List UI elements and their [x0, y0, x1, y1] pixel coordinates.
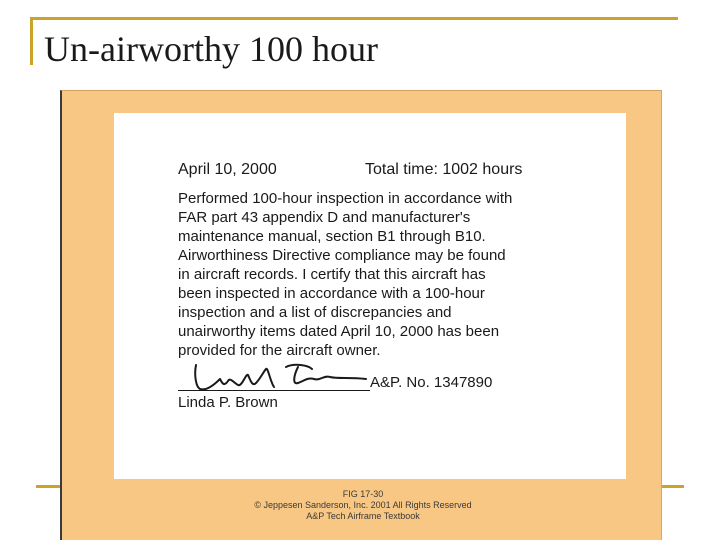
logbook-entry-card [114, 113, 626, 479]
decorative-top-line [30, 17, 678, 20]
entry-date: April 10, 2000 [178, 161, 277, 178]
decorative-vertical-line [30, 17, 33, 65]
entry-body-line: inspection and a list of discrepancies and [178, 304, 452, 321]
entry-body-line: Airworthiness Directive compliance may be found [178, 247, 506, 264]
slide-title: Un-airworthy 100 hour [44, 29, 378, 69]
figure-caption [62, 489, 664, 522]
figure-frame [60, 90, 662, 540]
caption-line: A&P Tech Airframe Textbook [306, 511, 420, 521]
entry-body-line: been inspected in accordance with a 100-hour [178, 285, 485, 302]
signer-name: Linda P. Brown [178, 394, 278, 411]
entry-body-line: unairworthy items dated April 10, 2000 has been [178, 323, 500, 340]
caption-line: FIG 17-30 [342, 489, 384, 499]
entry-body-line: in aircraft records. I certify that this aircraft has [178, 266, 486, 283]
caption-line: © Jeppesen Sanderson, Inc. 2001 All Rights Reserved [254, 500, 472, 510]
handwritten-signature [190, 361, 370, 393]
certificate-number: A&P. No. 1347890 [370, 374, 493, 391]
signature-line [178, 390, 370, 391]
entry-total-time: Total time: 1002 hours [365, 161, 523, 178]
entry-body-line: FAR part 43 appendix D and manufacturer's [178, 209, 471, 226]
entry-body-line: provided for the aircraft owner. [178, 342, 381, 359]
entry-body-line: maintenance manual, section B1 through B10. [178, 228, 486, 245]
entry-body [178, 189, 598, 360]
entry-body-line: Performed 100-hour inspection in accordance with [178, 190, 513, 207]
